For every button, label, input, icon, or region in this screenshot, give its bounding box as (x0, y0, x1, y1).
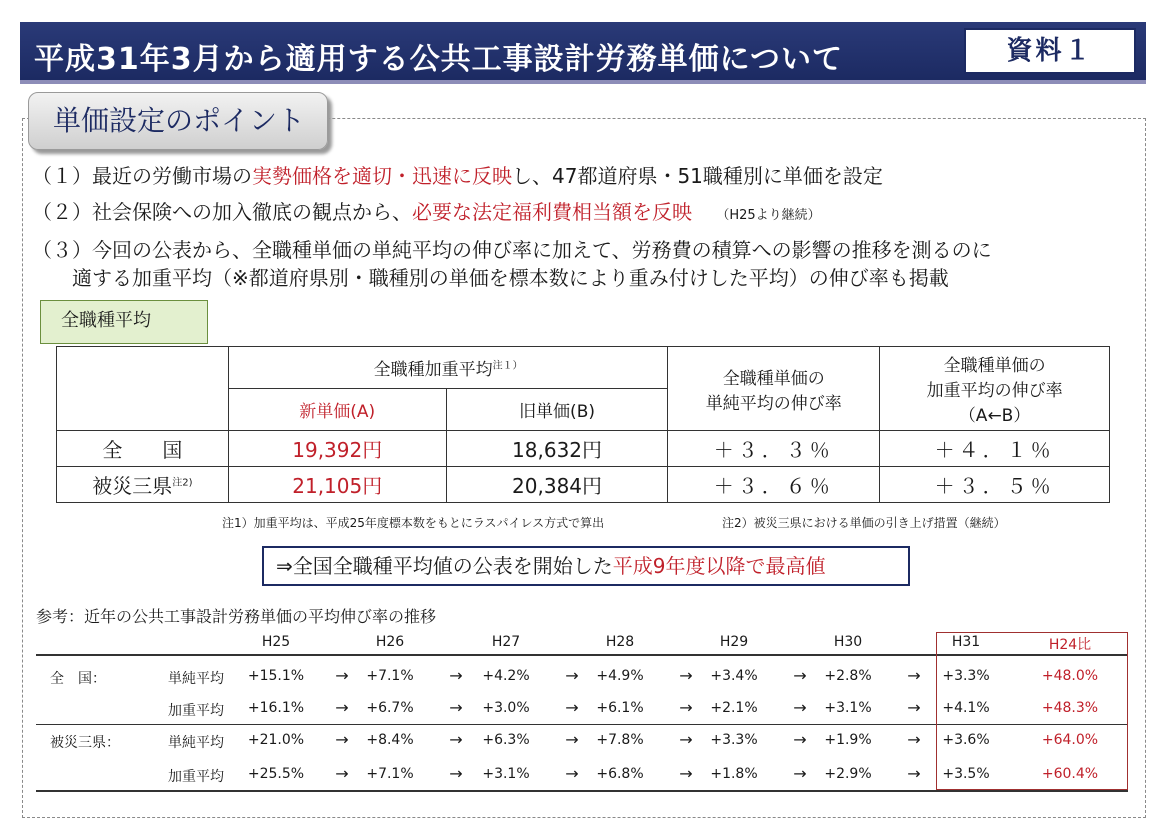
growth-value: +1.9% (824, 732, 872, 748)
simple-growth-cell: ＋３．３％ (668, 431, 880, 467)
growth-value: +21.0% (247, 732, 305, 748)
row-label-note: 注2) (172, 477, 193, 489)
old-price-cell: 18,632円 (446, 431, 668, 467)
reference-bottom-rule (36, 790, 1128, 792)
ratio-value: +64.0% (1041, 732, 1099, 748)
header-wgrowth-line-1: 全職種単価の (943, 356, 1046, 376)
growth-value: +3.6% (942, 732, 990, 748)
average-table (56, 346, 1110, 503)
point-2-text-a: （２）社会保険への加入徹底の観点から、 (32, 200, 412, 224)
growth-value: +7.1% (366, 668, 414, 684)
point-1 (32, 160, 883, 189)
growth-value: +15.1% (247, 668, 305, 684)
arrow-icon: → (335, 764, 349, 783)
highlight-box (262, 546, 910, 586)
point-3-line-2: 適する加重平均（※都道府県別・職種別の単価を標本数により重み付けした平均）の伸び率も掲載 (72, 266, 949, 290)
arrow-icon: → (565, 764, 579, 783)
arrow-icon: → (335, 666, 349, 685)
table-corner (57, 347, 229, 431)
header-simple-growth (668, 347, 880, 431)
point-2-note: （H25より継続） (716, 208, 821, 223)
header-weighted-average (228, 347, 668, 389)
header-banner (20, 22, 1146, 84)
growth-value: +3.3% (942, 668, 990, 684)
weighted-growth-cell: ＋４．１％ (880, 431, 1110, 467)
row-label-text: 被災三県 (92, 474, 173, 498)
growth-value: +7.8% (596, 732, 644, 748)
point-1-text-c: し、47都道府県・51職種別に単価を設定 (512, 164, 883, 188)
arrow-icon: → (679, 666, 693, 685)
footnote-2: 注2）被災三県における単価の引き上げ措置（継続） (722, 516, 1006, 530)
growth-value: +2.1% (710, 700, 758, 716)
year-header: H29 (719, 634, 749, 650)
growth-value: +3.0% (482, 700, 530, 716)
growth-value: +6.1% (596, 700, 644, 716)
reference-table (36, 632, 1128, 792)
row-type: 加重平均 (168, 769, 224, 785)
arrow-icon: → (449, 698, 463, 717)
year-header: H27 (491, 634, 521, 650)
header-wgrowth-line-3: （A←B） (958, 406, 1031, 426)
group-label: 全 国： (50, 671, 106, 687)
weighted-growth-cell: ＋３．５％ (880, 467, 1110, 503)
row-type: 単純平均 (168, 735, 224, 751)
point-1-text-a: （１）最近の労働市場の (32, 164, 252, 188)
highlight-text: ⇒全国全職種平均値の公表を開始した (276, 554, 613, 578)
arrow-icon: → (335, 698, 349, 717)
row-label: 全 国 (57, 431, 229, 467)
point-2 (32, 196, 821, 225)
growth-value: +4.9% (596, 668, 644, 684)
simple-growth-cell: ＋３．６％ (668, 467, 880, 503)
year-header: H30 (833, 634, 863, 650)
growth-value: +16.1% (247, 700, 305, 716)
arrow-icon: → (335, 730, 349, 749)
footnote-1: 注1）加重平均は、平成25年度標本数をもとにラスパイレス方式で算出 (222, 516, 605, 530)
section-tab: 単価設定のポイント (28, 92, 328, 150)
arrow-icon: → (679, 764, 693, 783)
year-header: H31 (951, 634, 981, 650)
arrow-icon: → (449, 730, 463, 749)
point-1-emphasis: 実勢価格を適切・迅速に反映 (252, 164, 512, 188)
page-title: 平成31年3月から適用する公共工事設計労務単価について (34, 42, 844, 77)
growth-value: +4.2% (482, 668, 530, 684)
table-row (57, 431, 1110, 467)
arrow-icon: → (565, 666, 579, 685)
average-label: 全職種平均 (40, 300, 208, 344)
ratio-header: H24比 (1048, 637, 1092, 653)
growth-value: +2.8% (824, 668, 872, 684)
ratio-value: +48.0% (1041, 668, 1099, 684)
row-type: 単純平均 (168, 671, 224, 687)
header-weighted-growth (880, 347, 1110, 431)
arrow-icon: → (565, 698, 579, 717)
arrow-icon: → (907, 698, 921, 717)
arrow-icon: → (793, 730, 807, 749)
ratio-value: +48.3% (1041, 700, 1099, 716)
header-old-price: 旧単価(B) (446, 389, 668, 431)
growth-value: +1.8% (710, 766, 758, 782)
point-3-line-1: （３）今回の公表から、全職種単価の単純平均の伸び率に加えて、労務費の積算への影響の推移を測るのに (32, 238, 992, 262)
growth-value: +3.1% (482, 766, 530, 782)
row-type: 加重平均 (168, 703, 224, 719)
new-price-cell: 19,392円 (228, 431, 446, 467)
header-weighted-label: 全職種加重平均 (373, 360, 493, 380)
arrow-icon: → (793, 764, 807, 783)
header-new-price: 新単価(A) (228, 389, 446, 431)
arrow-icon: → (449, 666, 463, 685)
year-header: H25 (261, 634, 291, 650)
year-header: H26 (375, 634, 405, 650)
header-wgrowth-line-2: 加重平均の伸び率 (926, 381, 1063, 401)
growth-value: +7.1% (366, 766, 414, 782)
old-price-cell: 20,384円 (446, 467, 668, 503)
arrow-icon: → (679, 698, 693, 717)
header-weighted-note: 注１） (492, 360, 523, 372)
highlight-emphasis: 平成9年度以降で最高値 (612, 554, 826, 578)
growth-value: +4.1% (942, 700, 990, 716)
point-2-emphasis: 必要な法定福利費相当額を反映 (412, 200, 692, 224)
reference-title: 参考：近年の公共工事設計労務単価の平均伸び率の推移 (36, 607, 437, 626)
growth-value: +3.5% (942, 766, 990, 782)
arrow-icon: → (907, 666, 921, 685)
arrow-icon: → (907, 764, 921, 783)
growth-value: +3.4% (710, 668, 758, 684)
header-simple-line-2: 単純平均の伸び率 (705, 393, 842, 414)
table-row (57, 467, 1110, 503)
document-badge: 資料１ (964, 28, 1136, 74)
arrow-icon: → (793, 666, 807, 685)
growth-value: +2.9% (824, 766, 872, 782)
year-header: H28 (605, 634, 635, 650)
arrow-icon: → (907, 730, 921, 749)
arrow-icon: → (565, 730, 579, 749)
growth-value: +6.7% (366, 700, 414, 716)
group-label: 被災三県： (50, 735, 120, 751)
ratio-value: +60.4% (1041, 766, 1099, 782)
growth-value: +6.8% (596, 766, 644, 782)
header-simple-line-1: 全職種単価の (722, 368, 825, 389)
arrow-icon: → (793, 698, 807, 717)
growth-value: +3.1% (824, 700, 872, 716)
row-label (57, 467, 229, 503)
growth-value: +8.4% (366, 732, 414, 748)
growth-value: +25.5% (247, 766, 305, 782)
arrow-icon: → (679, 730, 693, 749)
growth-value: +3.3% (710, 732, 758, 748)
growth-value: +6.3% (482, 732, 530, 748)
arrow-icon: → (449, 764, 463, 783)
new-price-cell: 21,105円 (228, 467, 446, 503)
